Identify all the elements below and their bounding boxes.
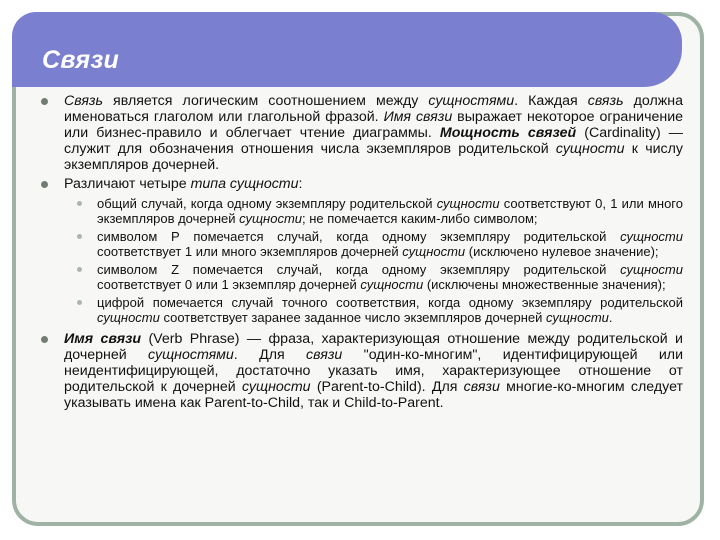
title-bar — [12, 12, 682, 87]
text: общий случай, когда одному экземпляру родительской — [97, 196, 437, 211]
text: должна именоваться глаголом или глагольной фразой. — [64, 93, 684, 125]
text: является логическим соотношением между — [102, 93, 429, 109]
text-italic: Имя связи — [383, 109, 453, 125]
text-italic: связи — [463, 379, 500, 395]
text: (Parent-to-Child). Для — [310, 379, 464, 395]
text-bold-italic: Мощность связей — [439, 125, 577, 141]
text: (Verb Phrase) — фраза, характеризующая отношение между родительской и дочерней — [64, 331, 683, 363]
text: символом Z помечается случай, когда одному экземпляру родительской — [97, 262, 621, 277]
text-italic: сущности — [546, 310, 609, 325]
sub-bullet-number-symbol — [64, 295, 683, 325]
text: соответствуют 0, 1 или много экземпляров дочерней — [97, 196, 683, 226]
text: . Каждая — [514, 93, 588, 109]
text-italic: сущности — [97, 310, 160, 325]
text: (Cardinality) — служит для обозначения отношения числа экземпляров родительской — [64, 125, 683, 157]
text-italic: типа сущности — [190, 176, 299, 192]
text: соответствует 1 или много экземпляров дочерней — [97, 244, 403, 259]
slide-title: Связи — [42, 46, 120, 74]
sub-bullet-z-symbol — [64, 262, 683, 292]
text-italic: сущности — [360, 277, 424, 292]
text: многие-ко-многим следует указывать имена как Parent-to-Child, так и Child-to-Parent. — [64, 379, 683, 411]
text: (исключено нулевое значение); — [465, 244, 659, 259]
text: . Для — [233, 347, 307, 363]
text: к числу экземпляров дочерней. — [64, 141, 683, 173]
text: цифрой помечается случай точного соответствия, когда одному экземпляру родительской — [97, 295, 683, 310]
text: соответствует заранее заданное число экземпляров дочерней — [159, 310, 547, 325]
text: Различают четыре — [64, 176, 191, 192]
text-italic: сущности — [436, 196, 500, 211]
main-bullet-list — [38, 93, 683, 411]
text-italic: сущностями — [428, 93, 515, 109]
text-italic: сущности — [620, 229, 683, 244]
text-italic: связи — [306, 347, 343, 363]
text-italic: сущности — [402, 244, 466, 259]
text-italic: связь — [587, 93, 624, 109]
text: соответствует 0 или 1 экземпляр дочерней — [97, 277, 361, 292]
text: символом Р помечается случай, когда одному экземпляру родительской — [97, 229, 621, 244]
text: ; не помечается каким-либо символом; — [302, 211, 538, 226]
text-italic: Связь — [64, 93, 103, 109]
text: "один-ко-многим", идентифицирующей или неидентифицирующей, достаточно указать имя, характеризующее отношение от родительской к дочерней — [64, 347, 683, 395]
text-italic: сущности — [241, 379, 311, 395]
text-italic: сущности — [620, 262, 683, 277]
text: : — [298, 176, 303, 192]
text-italic: сущности — [239, 211, 303, 226]
slide-content — [38, 93, 683, 414]
text: . — [608, 310, 613, 325]
bullet-entity-types — [38, 176, 683, 325]
bullet-relation-definition — [38, 93, 683, 173]
text: (исключены множественные значения); — [423, 277, 666, 292]
bullet-verb-phrase — [38, 331, 683, 411]
sub-bullet-p-symbol — [64, 229, 683, 259]
text: выражает некоторое ограничение или бизнес-правило и облегчает чтение диаграммы. — [64, 109, 684, 141]
text-bold-italic: Имя связи — [64, 331, 142, 347]
sub-bullet-list — [64, 196, 683, 325]
sub-bullet-general-case — [64, 196, 683, 226]
text-italic: сущностями — [148, 347, 234, 363]
text-italic: сущности — [555, 141, 625, 157]
